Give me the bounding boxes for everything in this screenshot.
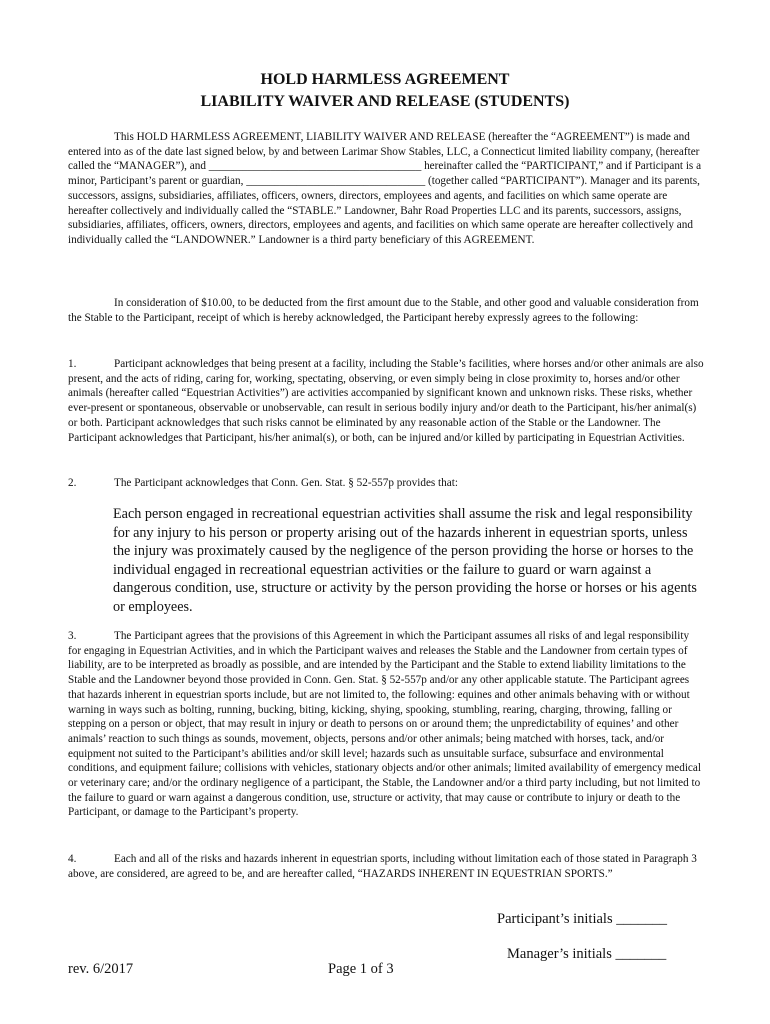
consideration-paragraph: In consideration of $10.00, to be deducted from the first amount due to the Stable, and other good and valuable consideration from the Stable to the Participant, receipt of which is hereby acknowledged, the Participant hereby expressly agrees to the following: (68, 297, 699, 324)
statute-quote: Each person engaged in recreational equestrian activities shall assume the risk and legal responsibility for any injury to his person or property arising out of the hazards inherent in equestrian sports, unless the injury was proximately caused by the negligence of the person providing the horse or horses to the individual engaged in recreational equestrian activities or the failure to guard or warn against a dangerous condition, use, structure or activity by the person providing the horse or horses or his agents or employees. (113, 506, 697, 615)
participant-initials: Participant’s initials _______ (497, 911, 667, 927)
paragraph-4 (68, 852, 704, 881)
document-title: HOLD HARMLESS AGREEMENT (260, 71, 510, 88)
page-number: Page 1 of 3 (328, 961, 394, 977)
document-subtitle: LIABILITY WAIVER AND RELEASE (STUDENTS) (200, 93, 570, 110)
paragraph-text: Each and all of the risks and hazards inherent in equestrian sports, including without limitation each of those stated in Paragraph 3 above, are considered, are agreed to be, and are hereafter called, “HAZARDS INHERENT IN EQUESTRIAN SPORTS.” (68, 853, 697, 880)
paragraph-text: The Participant agrees that the provisions of this Agreement in which the Participant assumes all risks of and legal responsibility for engaging in Equestrian Activities, and in which the Participant waives and releases the Stable and the Landowner from certain types of liability, are to be interpreted as broadly as possible, and are intended by the Participant and the Stable to extend liability limitations to the Stable and the Landowner beyond those provided in Conn. Gen. Stat. § 52-557p and/or any other applicable statute. The Participant agrees that hazards inherent in equestrian sports include, but are not limited to, the following: equines and other animals behaving with or without warning in ways such as bolting, running, bucking, biting, kicking, shying, spooking, stumbling, rearing, charging, throwing, falling or stepping on a person or object, that may result in injury or death to persons on or around them; the unpredictability of equines’ and other animals’ reaction to such things as sounds, movement, objects, persons and/or other animals; being matched with horses, tack, and/or equipment not suited to the Participant’s abilities and/or skill level; hazards such as unsuitable surface, subsurface and environmental conditions, and equipment failure; collisions with vehicles, stationary objects and/or other animals; limited availability of emergency medical or veterinary care; and/or the ordinary negligence of a participant, the Stable, the Landowner and/or a third party including, but not limited to the failure to guard or warn against a dangerous condition, use, structure or activity, that may cause or contribute to injury or death to the Participant, or damage to the Participant’s property. (68, 630, 701, 819)
paragraph-number: 1. (68, 358, 77, 370)
paragraph-text: Participant acknowledges that being present at a facility, including the Stable’s facilities, where horses and/or other animals are also present, and the acts of riding, caring for, working, spectating, observing, or even simply being in close proximity to, horses and/or other animals (hereafter called “Equestrian Activities”) are activities accompanied by significant known and unknown risks. These risks, whether ever-present or spontaneous, observable or unobservable, can result in serious bodily injury and/or death to the Participant, his/her animal(s) or both. Participant acknowledges that such risks cannot be eliminated by any reasonable action of the Stable or the Landowner. The Participant acknowledges that Participant, his/her animal(s), or both, can be injured and/or killed by participating in Equestrian Activities. (68, 358, 704, 444)
manager-initials: Manager’s initials _______ (507, 946, 667, 962)
paragraph-number: 2. (68, 477, 77, 489)
paragraph-number: 4. (68, 853, 77, 865)
paragraph-2 (68, 476, 704, 491)
revision-label: rev. 6/2017 (68, 961, 134, 977)
paragraph-1 (68, 357, 704, 445)
paragraph-number: 3. (68, 630, 77, 642)
intro-paragraph: This HOLD HARMLESS AGREEMENT, LIABILITY WAIVER AND RELEASE (hereafter the “AGREEMENT”) is made and entered into as of the date last signed below, by and between Larimar Show Stables, LLC, a Connecticut limited liability company, (hereafter called the “MANAGER”), and ______________________________________ hereinafter called the “PARTICIPANT,” and if Participant is a minor, Participant’s parent or guardian, ________________________________ (together called “PARTICIPANT”). Manager and its parents, successors, assigns, subsidiaries, affiliates, officers, owners, directors, employees and agents, and facilities on which same operate are hereafter collectively and individually called the “STABLE.” Landowner, Bahr Road Properties LLC and its parents, successors, assigns, subsidiaries, affiliates, officers, owners, directors, employees and agents, and facilities on which same operate are hereafter collectively and individually called the “LANDOWNER.” Landowner is a third party beneficiary of this AGREEMENT. (68, 131, 702, 246)
paragraph-text: The Participant acknowledges that Conn. Gen. Stat. § 52-557p provides that: (114, 477, 458, 489)
paragraph-3 (68, 629, 704, 820)
